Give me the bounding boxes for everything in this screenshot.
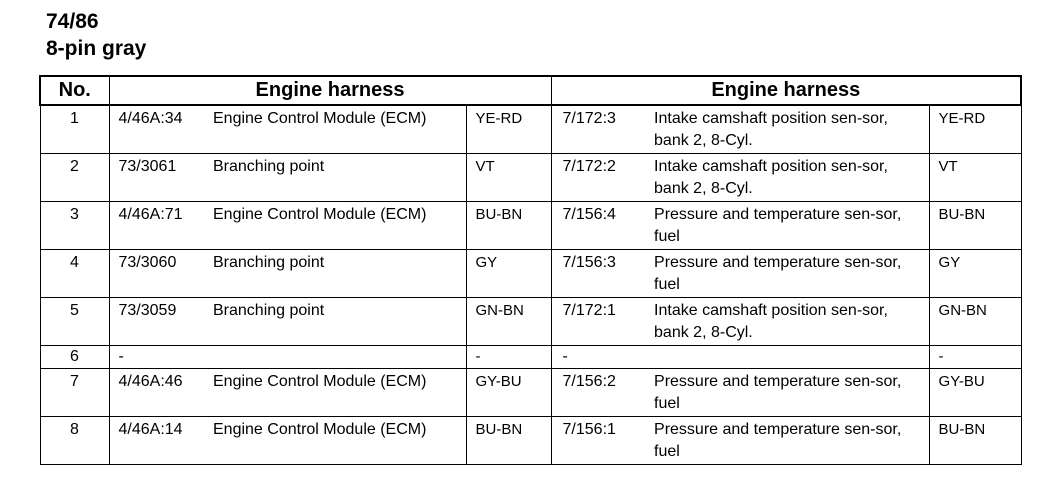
left-connector-ref — [109, 201, 213, 249]
right-connector-ref — [551, 249, 654, 297]
left-component-desc — [213, 345, 466, 368]
connector-id: 74/86 — [46, 10, 99, 33]
header-no: No. — [40, 76, 109, 105]
pin-number — [40, 105, 109, 153]
right-wire-color — [929, 153, 1021, 201]
right-component-desc — [654, 249, 929, 297]
pin-number-text: 6 — [70, 347, 79, 365]
left-connector-ref — [109, 153, 213, 201]
left-connector-ref — [109, 249, 213, 297]
left-wire-color — [466, 249, 551, 297]
left-component-desc — [213, 249, 466, 297]
left-connector-ref-text: - — [118, 347, 124, 365]
left-wire-color — [466, 201, 551, 249]
connector-heading — [46, 8, 146, 62]
right-component-desc-text: Pressure and temperature sen-sor, fuel — [654, 205, 902, 245]
left-wire-color-text: BU-BN — [475, 205, 523, 223]
left-wire-color — [466, 368, 551, 416]
left-wire-color-text: - — [475, 347, 481, 365]
right-component-desc-text: Intake camshaft position sen-sor, bank 2, 8-Cyl. — [654, 157, 888, 197]
right-component-desc — [654, 345, 929, 368]
right-connector-ref-text: 7/172:1 — [562, 301, 616, 319]
header-left-harness: Engine harness — [109, 76, 551, 105]
left-component-desc-text: Engine Control Module (ECM) — [213, 205, 427, 223]
left-wire-color-text: BU-BN — [475, 420, 523, 438]
right-component-desc — [654, 416, 929, 464]
left-component-desc-text: Branching point — [213, 253, 325, 271]
right-wire-color-text: GY-BU — [938, 372, 985, 390]
table-header-row — [40, 76, 1021, 105]
right-wire-color-text: BU-BN — [938, 205, 986, 223]
left-component-desc-text: Engine Control Module (ECM) — [213, 372, 427, 390]
left-connector-ref-text: 4/46A:34 — [118, 110, 183, 127]
right-wire-color-text: YE-RD — [938, 110, 986, 127]
table-row — [40, 416, 1021, 464]
left-connector-ref-text: 73/3059 — [118, 301, 177, 319]
left-connector-ref — [109, 345, 213, 368]
right-connector-ref — [551, 105, 654, 153]
right-wire-color — [929, 297, 1021, 345]
left-wire-color — [466, 105, 551, 153]
pin-number — [40, 416, 109, 464]
table-row — [40, 201, 1021, 249]
right-component-desc — [654, 201, 929, 249]
pin-number — [40, 153, 109, 201]
pin-number-text: 8 — [70, 420, 79, 438]
right-connector-ref — [551, 297, 654, 345]
pin-number-text: 1 — [70, 110, 79, 127]
right-component-desc-text: Intake camshaft position sen-sor, bank 2, 8-Cyl. — [654, 110, 888, 149]
connector-name: 8-pin gray — [46, 37, 147, 60]
pin-number-text: 4 — [70, 253, 79, 271]
right-wire-color — [929, 201, 1021, 249]
right-wire-color — [929, 368, 1021, 416]
right-wire-color-text: BU-BN — [938, 420, 986, 438]
right-connector-ref-text: 7/156:4 — [562, 205, 616, 223]
right-wire-color — [929, 345, 1021, 368]
pin-assignment-table — [39, 75, 1022, 465]
right-component-desc — [654, 368, 929, 416]
left-connector-ref-text: 4/46A:46 — [118, 372, 183, 390]
left-component-desc — [213, 201, 466, 249]
right-component-desc-text: Pressure and temperature sen-sor, fuel — [654, 372, 902, 412]
right-connector-ref-text: - — [562, 347, 568, 365]
right-connector-ref-text: 7/156:3 — [562, 253, 616, 271]
pin-number — [40, 297, 109, 345]
right-connector-ref-text: 7/156:2 — [562, 372, 616, 390]
right-component-desc — [654, 297, 929, 345]
left-wire-color-text: YE-RD — [475, 110, 523, 127]
table-row — [40, 153, 1021, 201]
pin-number — [40, 345, 109, 368]
right-connector-ref-text: 7/172:3 — [562, 110, 616, 127]
left-wire-color — [466, 297, 551, 345]
table-row — [40, 368, 1021, 416]
right-wire-color — [929, 416, 1021, 464]
right-connector-ref — [551, 416, 654, 464]
left-wire-color-text: VT — [475, 157, 495, 175]
pin-number-text: 7 — [70, 372, 79, 390]
table-row — [40, 105, 1021, 153]
right-component-desc — [654, 105, 929, 153]
right-component-desc-text: Intake camshaft position sen-sor, bank 2, 8-Cyl. — [654, 301, 888, 341]
right-component-desc-text: Pressure and temperature sen-sor, fuel — [654, 253, 902, 293]
header-right-harness: Engine harness — [551, 76, 1021, 105]
left-component-desc — [213, 416, 466, 464]
left-connector-ref — [109, 105, 213, 153]
right-connector-ref-text: 7/156:1 — [562, 420, 616, 438]
left-component-desc — [213, 297, 466, 345]
pin-number — [40, 201, 109, 249]
right-component-desc-text: Pressure and temperature sen-sor, fuel — [654, 420, 902, 460]
left-connector-ref-text: 73/3060 — [118, 253, 177, 271]
right-component-desc — [654, 153, 929, 201]
pin-number — [40, 368, 109, 416]
left-wire-color-text: GN-BN — [475, 301, 524, 319]
left-component-desc — [213, 368, 466, 416]
left-component-desc-text: Engine Control Module (ECM) — [213, 110, 427, 127]
right-connector-ref-text: 7/172:2 — [562, 157, 616, 175]
left-wire-color — [466, 345, 551, 368]
left-component-desc — [213, 153, 466, 201]
left-component-desc-text: Branching point — [213, 301, 325, 319]
left-connector-ref — [109, 416, 213, 464]
right-connector-ref — [551, 345, 654, 368]
right-connector-ref — [551, 153, 654, 201]
table-row — [40, 249, 1021, 297]
right-wire-color — [929, 249, 1021, 297]
left-connector-ref-text: 4/46A:14 — [118, 420, 183, 438]
left-connector-ref-text: 4/46A:71 — [118, 205, 183, 223]
right-connector-ref — [551, 368, 654, 416]
pin-number-text: 3 — [70, 205, 79, 223]
left-component-desc-text: Engine Control Module (ECM) — [213, 420, 427, 438]
left-component-desc — [213, 105, 466, 153]
table-row — [40, 297, 1021, 345]
right-wire-color-text: VT — [938, 157, 958, 175]
right-wire-color-text: GY — [938, 253, 961, 271]
right-wire-color-text: GN-BN — [938, 301, 987, 319]
pin-number-text: 2 — [70, 157, 79, 175]
left-component-desc-text: Branching point — [213, 157, 325, 175]
left-wire-color — [466, 153, 551, 201]
pin-number-text: 5 — [70, 301, 79, 319]
left-wire-color-text: GY — [475, 253, 498, 271]
table-row — [40, 345, 1021, 368]
left-wire-color-text: GY-BU — [475, 372, 522, 390]
right-connector-ref — [551, 201, 654, 249]
left-connector-ref — [109, 368, 213, 416]
right-wire-color — [929, 105, 1021, 153]
left-connector-ref — [109, 297, 213, 345]
pin-number — [40, 249, 109, 297]
left-wire-color — [466, 416, 551, 464]
left-connector-ref-text: 73/3061 — [118, 157, 177, 175]
right-wire-color-text: - — [938, 347, 944, 365]
